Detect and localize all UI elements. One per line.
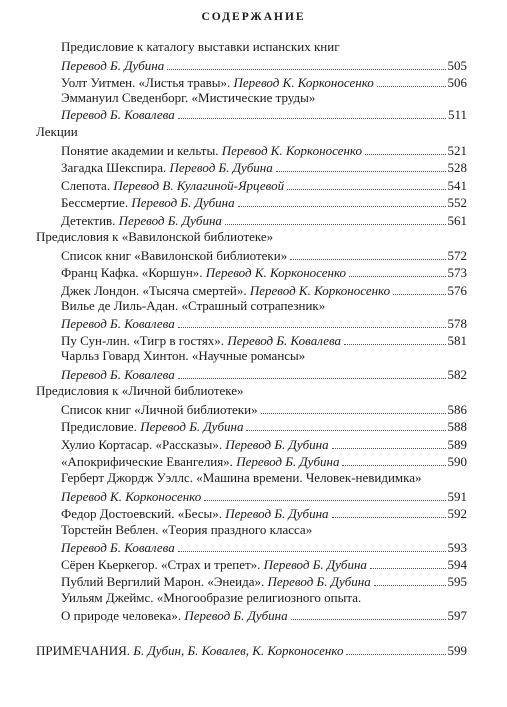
entry-title: Герберт Джордж Уэллс. «Машина времени. Человек-невидимка» xyxy=(61,470,422,485)
translator-credit: Перевод К. Корконосенко xyxy=(61,489,202,504)
page-number: 599 xyxy=(447,643,467,658)
translator-credit: Перевод Б. Дубина xyxy=(184,608,288,623)
dot-leader xyxy=(349,275,445,277)
dot-leader xyxy=(204,499,445,501)
translator-credit: Перевод Б. Дубина xyxy=(131,195,235,210)
page-title: СОДЕРЖАНИЕ xyxy=(201,11,306,23)
toc-entry-line xyxy=(36,228,273,246)
toc-entry-text xyxy=(61,348,305,363)
toc-entry-line xyxy=(61,589,361,607)
toc-entry-line xyxy=(61,89,315,107)
page-number: 589 xyxy=(447,437,467,452)
page-number: 597 xyxy=(447,608,467,623)
translator-credit: Перевод Б. Дубина xyxy=(169,160,273,175)
toc-entry-line xyxy=(36,123,78,141)
entry-title: Чарльз Говард Хинтон. «Научные романсы» xyxy=(61,348,306,363)
dot-leader xyxy=(178,117,446,119)
toc-entry-line xyxy=(61,469,422,487)
page-number: 592 xyxy=(447,506,467,521)
translator-credit: Б. Дубин, Б. Ковалев, К. Корконосенко xyxy=(133,643,344,658)
dot-leader xyxy=(261,412,446,414)
dot-leader xyxy=(346,653,445,655)
page-number: 588 xyxy=(447,419,467,434)
entry-title: Понятие академии и кельты. xyxy=(61,143,222,158)
toc-entry-text xyxy=(61,470,422,485)
entry-title: Вилье де Лиль-Адан. «Страшный сотрапезник» xyxy=(61,298,326,313)
page-number: 581 xyxy=(447,333,467,348)
page-number: 582 xyxy=(447,367,467,382)
dot-leader xyxy=(276,170,446,172)
toc-entry-line xyxy=(61,347,305,365)
dot-leader xyxy=(291,618,446,620)
toc-entry xyxy=(61,418,467,436)
toc-entry-line xyxy=(61,297,325,315)
toc-entry-text xyxy=(61,522,312,537)
translator-credit: Перевод Б. Дубина xyxy=(263,557,367,572)
page-number: 576 xyxy=(447,283,467,298)
dot-leader xyxy=(344,343,445,345)
translator-credit: Перевод К. Корконосенко xyxy=(205,265,347,280)
dot-leader xyxy=(238,205,446,207)
toc-entry xyxy=(61,539,467,557)
toc-entry-text xyxy=(61,247,287,265)
page-number: 594 xyxy=(447,557,467,572)
entry-title: Список книг «Вавилонской библиотеки» xyxy=(61,248,288,263)
translator-credit: Перевод Б. Дубина xyxy=(225,506,329,521)
dot-leader xyxy=(332,516,446,518)
toc-entry xyxy=(61,556,467,574)
toc-entry-text xyxy=(61,539,175,557)
page-number: 521 xyxy=(447,143,467,158)
toc-entry-text xyxy=(61,436,329,454)
toc-entry xyxy=(61,194,467,212)
toc-entry xyxy=(61,488,467,506)
dot-leader xyxy=(393,293,445,295)
page-number: 505 xyxy=(447,58,467,73)
dot-leader xyxy=(290,258,445,260)
translator-credit: Перевод Б. Ковалева xyxy=(61,367,175,382)
toc-entry xyxy=(61,142,467,160)
toc-entry-text xyxy=(36,642,343,660)
toc-entry xyxy=(61,177,467,195)
translator-credit: Перевод Б. Дубина xyxy=(118,213,222,228)
toc-entry-text xyxy=(61,194,235,212)
translator-credit: Перевод Б. Ковалева xyxy=(61,107,175,122)
entry-title: Слепота. xyxy=(61,178,114,193)
entry-title: Эммануил Сведенборг. «Мистические труды» xyxy=(61,90,316,105)
page-number: 528 xyxy=(447,160,467,175)
entry-title: Уолт Уитмен. «Листья травы». xyxy=(61,75,234,90)
entry-title: Загадка Шекспира. xyxy=(61,160,170,175)
translator-credit: Перевод Б. Дубина xyxy=(225,437,329,452)
page-number: 590 xyxy=(447,454,467,469)
entry-title: Пу Сун-лин. «Тигр в гостях». xyxy=(61,333,228,348)
entry-title: Предисловие. xyxy=(61,419,141,434)
translator-credit: Перевод Б. Дубина xyxy=(140,419,244,434)
toc-entry xyxy=(61,401,467,419)
page-number: 593 xyxy=(447,540,467,555)
page-number: 572 xyxy=(447,248,467,263)
page-number: 578 xyxy=(447,316,467,331)
dot-leader xyxy=(167,68,445,70)
page-number: 541 xyxy=(447,178,467,193)
page-number: 586 xyxy=(447,402,467,417)
toc-entry-text xyxy=(36,229,273,244)
toc-entry-text xyxy=(61,418,243,436)
toc-entry-text xyxy=(61,57,164,75)
toc-entry-line xyxy=(61,38,340,56)
translator-credit: Перевод Б. Дубина xyxy=(61,58,165,73)
toc-entry xyxy=(61,315,467,333)
entry-title: Список книг «Личной библиотеки» xyxy=(61,402,258,417)
toc-entry xyxy=(61,106,467,124)
dot-leader xyxy=(225,223,446,225)
toc-entry xyxy=(61,607,467,625)
toc-entry-text xyxy=(61,315,175,333)
page-number: 591 xyxy=(447,489,467,504)
entry-title: «Апокрифические Евангелия». xyxy=(61,454,237,469)
toc-entry-text xyxy=(36,124,78,139)
entry-title: Торстейн Веблен. «Теория праздного класса» xyxy=(61,522,313,537)
toc-entry-text xyxy=(61,264,346,282)
dot-leader xyxy=(332,447,446,449)
entry-title: Федор Достоевский. «Бесы». xyxy=(61,506,226,521)
translator-credit: Перевод Б. Ковалева xyxy=(227,333,342,348)
toc-entry xyxy=(61,57,467,75)
entry-title: ПРИМЕЧАНИЯ. xyxy=(36,643,134,658)
toc-entry xyxy=(61,264,467,282)
dot-leader xyxy=(178,326,446,328)
toc-entry-text xyxy=(61,556,367,574)
page-number: 506 xyxy=(447,75,467,90)
toc-entry-text xyxy=(61,177,284,195)
entry-title: Предисловия к «Вавилонской библиотеке» xyxy=(36,229,274,244)
page-number: 561 xyxy=(447,213,467,228)
dot-leader xyxy=(377,85,446,87)
toc-entry-text xyxy=(61,401,258,419)
translator-credit: Перевод В. Кулагиной-Ярцевой xyxy=(113,178,285,193)
dot-leader xyxy=(246,429,445,431)
entry-title: О природе человека». xyxy=(61,608,185,623)
entry-title: Хулио Кортасар. «Рассказы». xyxy=(61,437,226,452)
translator-credit: Перевод К. Корконосенко xyxy=(221,143,362,158)
toc-entry-text xyxy=(61,298,325,313)
dot-leader xyxy=(287,188,445,190)
entry-title: Предисловие к каталогу выставки испанских книг xyxy=(61,39,340,54)
toc-entry-text xyxy=(61,159,273,177)
toc-entry xyxy=(61,159,467,177)
toc-entry-text xyxy=(61,142,362,160)
toc-entry-text xyxy=(61,607,288,625)
dot-leader xyxy=(342,464,445,466)
translator-credit: Перевод Б. Ковалева xyxy=(61,316,175,331)
entry-title: Лекции xyxy=(36,124,78,139)
page-number: 511 xyxy=(447,107,467,122)
entry-title: Детектив. xyxy=(61,213,119,228)
translator-credit: Перевод Б. Дубина xyxy=(267,574,371,589)
dot-leader xyxy=(370,567,446,569)
dot-leader xyxy=(374,584,446,586)
translator-credit: Перевод К. Корконосенко xyxy=(233,75,374,90)
page-number: 573 xyxy=(447,265,467,280)
translator-credit: Перевод Б. Дубина xyxy=(236,454,340,469)
toc-entry-text xyxy=(36,383,244,398)
entry-title: Джек Лондон. «Тысяча смертей». xyxy=(61,283,250,298)
page-number: 595 xyxy=(447,574,467,589)
entry-title: Франц Кафка. «Коршун». xyxy=(61,265,206,280)
entry-title: Бессмертие. xyxy=(61,195,132,210)
entry-title: Публий Вергилий Марон. «Энеида». xyxy=(61,574,268,589)
translator-credit: Перевод К. Корконосенко xyxy=(249,283,391,298)
translator-credit: Перевод Б. Ковалева xyxy=(61,540,175,555)
entry-title: Уильям Джеймс. «Многообразие религиозного опыта. xyxy=(61,590,362,605)
page-number: 552 xyxy=(447,195,467,210)
toc-entry-text xyxy=(61,488,201,506)
entry-title: Сёрен Кьеркегор. «Страх и трепет». xyxy=(61,557,264,572)
dot-leader xyxy=(178,550,446,552)
toc-entry-text xyxy=(61,39,340,54)
dot-leader xyxy=(365,153,446,155)
entry-title: Предисловия к «Личной библиотеке» xyxy=(36,383,244,398)
toc-entry xyxy=(36,642,467,660)
toc-entry-text xyxy=(61,90,315,105)
toc-entry xyxy=(61,436,467,454)
toc-entry-line xyxy=(61,521,312,539)
toc-entry-line xyxy=(36,382,244,400)
toc-entry xyxy=(61,247,467,265)
toc-entry-text xyxy=(61,106,175,124)
toc-entry-text xyxy=(61,590,361,605)
dot-leader xyxy=(178,377,446,379)
